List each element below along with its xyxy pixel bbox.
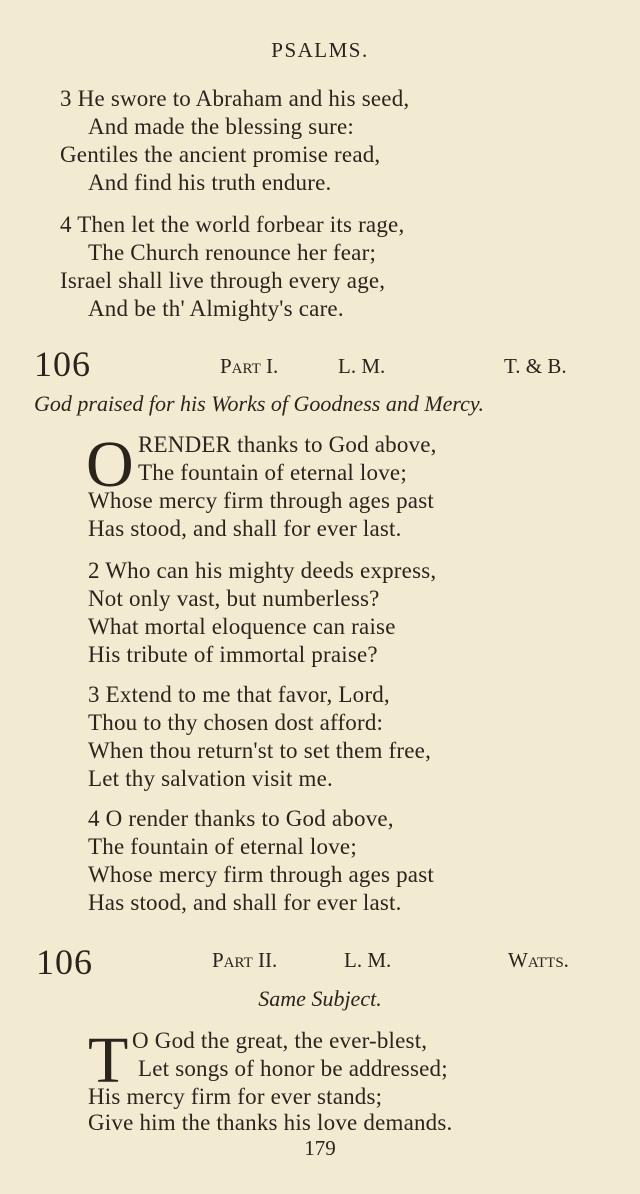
hymn-author: Watts. bbox=[508, 948, 569, 972]
verse-line: And find his truth endure. bbox=[88, 170, 332, 195]
verse-line: Let thy salvation visit me. bbox=[88, 766, 333, 791]
verse-line: 3 He swore to Abraham and his seed, bbox=[60, 86, 410, 111]
verse-line: What mortal eloquence can raise bbox=[88, 614, 396, 639]
verse-line: The fountain of eternal love; bbox=[138, 460, 407, 485]
verse-line: Thou to thy chosen dost afford: bbox=[88, 710, 384, 735]
hymn-subtitle: Same Subject. bbox=[258, 986, 382, 1011]
verse-line: The Church renounce her fear; bbox=[88, 240, 377, 265]
verse-line: 2 Who can his mighty deeds express, bbox=[88, 558, 437, 583]
verse-line: Has stood, and shall for ever last. bbox=[88, 516, 402, 541]
verse-line: 4 O render thanks to God above, bbox=[88, 806, 394, 831]
verse-line: When thou return'st to set them free, bbox=[88, 738, 432, 763]
drop-cap: T bbox=[88, 1024, 129, 1097]
verse-line: Not only vast, but numberless? bbox=[88, 586, 380, 611]
hymn-number: 106 bbox=[34, 344, 91, 384]
verse-line: 4 Then let the world forbear its rage, bbox=[60, 212, 405, 237]
running-header: PSALMS. bbox=[271, 38, 369, 62]
verse-line: Has stood, and shall for ever last. bbox=[88, 890, 402, 915]
hymn-part: Part I. bbox=[220, 354, 279, 378]
verse-line: The fountain of eternal love; bbox=[88, 834, 357, 859]
hymn-part: Part II. bbox=[212, 948, 278, 972]
verse-line: His mercy firm for ever stands; bbox=[88, 1084, 383, 1109]
verse-line: Whose mercy firm through ages past bbox=[88, 488, 434, 513]
verse-line: Gentiles the ancient promise read, bbox=[60, 142, 381, 167]
page-number: 179 bbox=[304, 1136, 336, 1160]
verse-line: Israel shall live through every age, bbox=[60, 268, 386, 293]
hymn-number: 106 bbox=[36, 942, 93, 982]
hymn-meter: L. M. bbox=[338, 354, 386, 378]
verse-line: And made the blessing sure: bbox=[88, 114, 355, 139]
verse-line: 3 Extend to me that favor, Lord, bbox=[88, 682, 390, 707]
verse-line: RENDER thanks to God above, bbox=[138, 432, 437, 457]
verse-line: Whose mercy firm through ages past bbox=[88, 862, 434, 887]
verse-line: His tribute of immortal praise? bbox=[88, 642, 378, 667]
verse-line: O God the great, the ever-blest, bbox=[132, 1028, 428, 1053]
hymn-meter: L. M. bbox=[344, 948, 392, 972]
verse-line: Let songs of honor be addressed; bbox=[138, 1056, 448, 1081]
verse-line: And be th' Almighty's care. bbox=[88, 296, 344, 321]
hymn-subtitle: God praised for his Works of Goodness and Mercy. bbox=[34, 391, 484, 416]
verse-line: Give him the thanks his love demands. bbox=[88, 1110, 453, 1135]
hymn-author: T. & B. bbox=[504, 354, 567, 378]
drop-cap: O bbox=[86, 428, 134, 501]
